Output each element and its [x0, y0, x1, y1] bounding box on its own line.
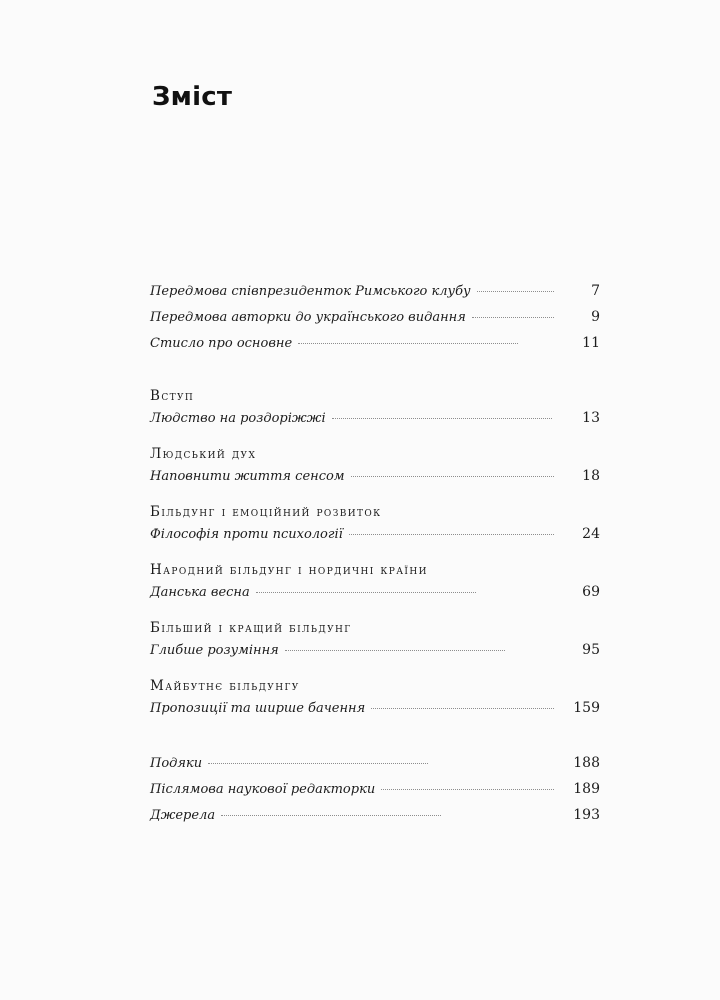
toc-entry-title: Післямова наукової редакторки	[150, 782, 376, 797]
toc-entry[interactable]	[150, 522, 600, 546]
toc-entry-title: Данська весна	[150, 585, 250, 600]
dot-leader	[208, 763, 428, 764]
toc-entry-page: 24	[582, 526, 600, 542]
chapter-item	[150, 444, 600, 488]
toc-entry-title: Джерела	[150, 808, 216, 823]
toc-entry-page: 193	[573, 807, 600, 823]
toc-entry-page: 69	[582, 584, 600, 600]
toc-entry-page: 11	[582, 335, 600, 351]
chapter-heading: Людський дух	[150, 446, 257, 462]
table-of-contents	[150, 278, 600, 828]
chapters-list	[150, 386, 600, 720]
toc-entry[interactable]	[150, 304, 600, 330]
dot-leader	[371, 708, 554, 709]
toc-entry-title: Передмова авторки до українського видання	[150, 310, 466, 325]
dot-leader	[298, 343, 518, 344]
toc-entry[interactable]	[150, 802, 600, 828]
dot-leader	[221, 815, 441, 816]
toc-entry[interactable]	[150, 330, 600, 356]
toc-entry[interactable]	[150, 580, 600, 604]
chapter-item	[150, 618, 600, 662]
back-matter-list	[150, 750, 600, 828]
toc-entry[interactable]	[150, 776, 600, 802]
toc-entry-title: Стисло про основне	[150, 336, 293, 351]
dot-leader	[477, 291, 554, 292]
toc-entry-title: Пропозиції та ширше бачення	[150, 701, 366, 716]
chapter-item	[150, 560, 600, 604]
toc-entry[interactable]	[150, 750, 600, 776]
toc-entry[interactable]	[150, 464, 600, 488]
toc-entry-page: 189	[573, 781, 600, 797]
dot-leader	[349, 534, 554, 535]
toc-entry-title: Передмова співпрезиденток Римського клубу	[150, 284, 471, 299]
toc-entry-page: 18	[582, 468, 600, 484]
toc-entry-title: Людство на роздоріжжі	[150, 411, 326, 426]
chapter-heading: Народний більдунг і нордичні країни	[150, 562, 428, 578]
chapter-heading: Більдунг і емоційний розвиток	[150, 504, 382, 520]
toc-entry-page: 95	[582, 642, 600, 658]
toc-entry-page: 13	[582, 410, 600, 426]
dot-leader	[256, 592, 476, 593]
dot-leader	[351, 476, 554, 477]
toc-entry-page: 188	[573, 755, 600, 771]
page-title: Зміст	[152, 82, 233, 112]
toc-entry-page: 9	[591, 309, 600, 325]
dot-leader	[285, 650, 505, 651]
chapter-item	[150, 676, 600, 720]
dot-leader	[472, 317, 554, 318]
chapter-heading: Майбутнє більдунгу	[150, 678, 300, 694]
toc-entry[interactable]	[150, 406, 600, 430]
toc-entry-title: Наповнити життя сенсом	[150, 469, 345, 484]
chapter-item	[150, 502, 600, 546]
toc-entry-page: 7	[591, 283, 600, 299]
chapter-heading: Більший і кращий більдунг	[150, 620, 352, 636]
toc-entry[interactable]	[150, 638, 600, 662]
chapter-item	[150, 386, 600, 430]
chapter-heading: Вступ	[150, 388, 195, 404]
dot-leader	[332, 418, 552, 419]
toc-entry-title: Подяки	[150, 756, 203, 771]
toc-entry[interactable]	[150, 278, 600, 304]
front-matter-list	[150, 278, 600, 356]
toc-entry-title: Глибше розуміння	[150, 643, 279, 658]
toc-entry-title: Філософія проти психології	[150, 527, 343, 542]
toc-entry-page: 159	[573, 700, 600, 716]
dot-leader	[381, 789, 554, 790]
toc-entry[interactable]	[150, 696, 600, 720]
